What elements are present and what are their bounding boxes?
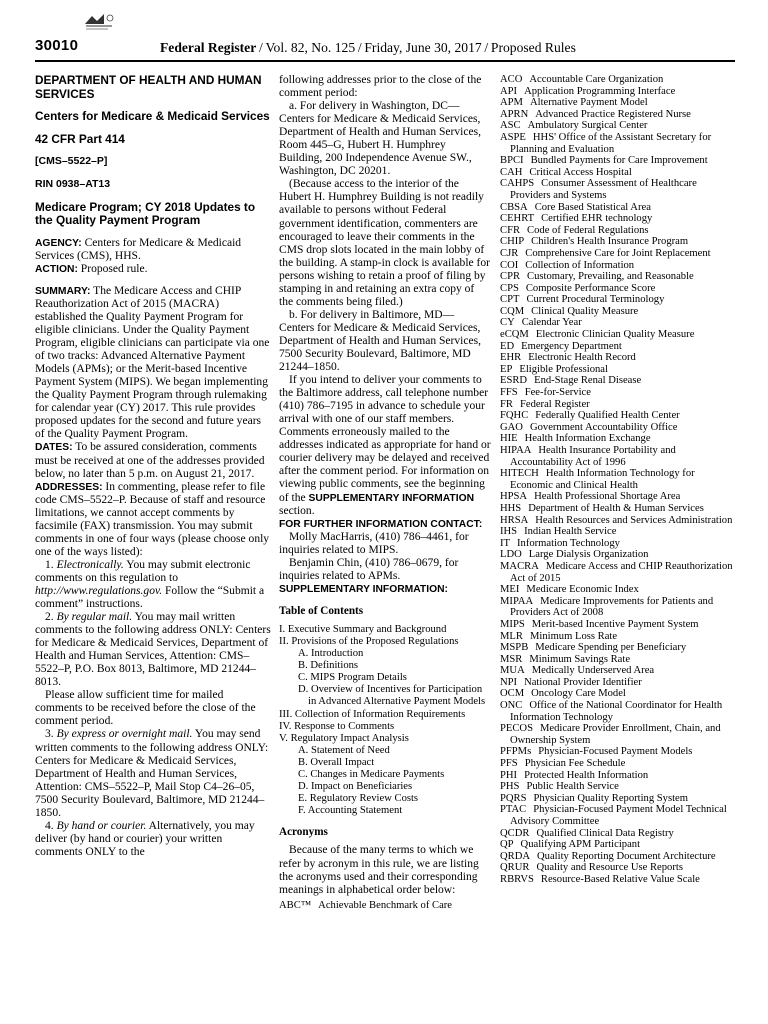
- regulations-gov-link[interactable]: http://www.regulations.gov.: [35, 584, 163, 597]
- acronym-meaning: Minimum Savings Rate: [529, 653, 631, 665]
- acronym-meaning: Code of Federal Regulations: [527, 224, 649, 236]
- agency-label: AGENCY:: [35, 237, 82, 249]
- acronym-meaning: Clinical Quality Measure: [531, 305, 639, 317]
- acronym-abbr: ONC: [500, 700, 523, 712]
- table-of-contents: [279, 624, 491, 818]
- acronym-meaning: Accountable Care Organization: [529, 74, 664, 85]
- acronym-row: [500, 596, 735, 619]
- contact-label: FOR FURTHER INFORMATION CONTACT:: [279, 518, 483, 530]
- acronym-meaning: Alternative Payment Model: [529, 97, 648, 109]
- subagency-heading: Centers for Medicare & Medicaid Services: [35, 109, 270, 124]
- acronym-meaning: Oncology Care Model: [531, 688, 626, 700]
- acronym-abbr: NPI: [500, 676, 518, 688]
- toc-entry: B. Overall Impact: [298, 756, 375, 768]
- page-header: [0, 0, 768, 62]
- acronym-meaning: Qualifying APM Participant: [520, 839, 641, 851]
- acronym-list: [500, 74, 735, 886]
- header-rule: [35, 60, 735, 62]
- acronym-abbr: ASPE: [500, 131, 526, 143]
- acronym-abbr: HIE: [500, 433, 518, 445]
- acronym-row: [500, 352, 735, 364]
- toc-entry: F. Accounting Statement: [298, 805, 403, 817]
- toc-entry: III. Collection of Information Requirements: [279, 708, 466, 720]
- acronym-row: [500, 549, 735, 561]
- acronym-row: [500, 329, 735, 341]
- acronym-abbr: IHS: [500, 526, 518, 538]
- acronym-abbr: EP: [500, 363, 513, 375]
- toc-title: Table of Contents: [279, 604, 364, 617]
- acronym-abbr: PHI: [500, 769, 518, 781]
- acronym-abbr: MSR: [500, 653, 523, 665]
- acronym-meaning: Consumer Assessment of Healthcare Providers and Systems: [510, 178, 697, 201]
- acronym-abbr: APM: [500, 97, 523, 109]
- dates-paragraph: [35, 441, 271, 480]
- acronym-row: [500, 874, 735, 886]
- acronym-meaning: Health Information Exchange: [524, 433, 651, 445]
- baltimore-delivery: b. For delivery in Baltimore, MD— Centers for Medicare & Medicaid Services, Department of Health and Human Services, 7500 Security Boulevard, Baltimore, MD 21244–1850.: [279, 308, 482, 374]
- acronym-row: [500, 283, 735, 295]
- acronym-meaning: Electronic Health Record: [528, 352, 636, 364]
- supplementary-ref: SUPPLEMENTARY INFORMATION: [308, 492, 475, 504]
- acronym-abbr: FR: [500, 398, 513, 410]
- acronym-meaning: National Provider Identifier: [524, 676, 642, 688]
- acronym-abbr: CHIP: [500, 236, 525, 248]
- acronym-row: [500, 341, 735, 353]
- acronym-abbr: HIPAA: [500, 445, 532, 456]
- acronym-meaning: Resource-Based Relative Value Scale: [540, 873, 700, 885]
- acronym-meaning: Emergency Department: [521, 340, 622, 352]
- volume-number: Vol. 82, No. 125: [265, 40, 356, 55]
- acronym-row: [500, 851, 735, 863]
- acronym-row: [500, 422, 735, 434]
- acronym-row: [500, 746, 735, 758]
- acronym-meaning: Department of Health & Human Services: [528, 502, 704, 514]
- rule-title: Medicare Program; CY 2018 Updates to the Quality Payment Program: [35, 199, 256, 228]
- washington-delivery: a. For delivery in Washington, DC— Centers for Medicare & Medicaid Services, Department of Health and Human Services, Room 445–G, Hubert H. Humphrey Building, 200 Independence Avenue SW., Washington, DC 20201.: [279, 100, 482, 178]
- acronym-abbr: QP: [500, 839, 514, 851]
- acronym-meaning: Ambulatory Surgical Center: [527, 120, 648, 132]
- acronym-meaning: Eligible Professional: [519, 363, 608, 375]
- acronym-row: [500, 804, 735, 827]
- department-heading: DEPARTMENT OF HEALTH AND HUMAN SERVICES: [35, 73, 262, 101]
- acronym-row: [500, 86, 735, 98]
- acronym-row: [500, 538, 735, 550]
- acronym-meaning: Collection of Information: [525, 259, 635, 271]
- dates-label: DATES:: [35, 442, 73, 454]
- toc-entry: A. Statement of Need: [298, 744, 390, 756]
- acronym-abbr: ABC™: [279, 899, 312, 911]
- toc-entry: A. Introduction: [298, 648, 364, 660]
- cfr-part: 42 CFR Part 414: [35, 131, 125, 146]
- acronym-row: [500, 839, 735, 851]
- acronym-meaning: Composite Performance Score: [525, 282, 656, 294]
- acronym-row: [500, 236, 735, 248]
- acronym-row: [500, 491, 735, 503]
- acronym-abbr: HPSA: [500, 491, 528, 503]
- acronym-meaning: Application Programming Interface: [524, 85, 676, 97]
- acronym-meaning: Protected Health Information: [524, 769, 649, 781]
- acronym-row: [279, 900, 491, 912]
- acronym-row: [500, 758, 735, 770]
- toc-entry: D. Overview of Incentives for Participation in Advanced Alternative Payment Models: [298, 684, 486, 708]
- acronym-row: [500, 202, 735, 214]
- acronym-abbr: CPS: [500, 282, 519, 294]
- acronym-row: [500, 793, 735, 805]
- acronym-abbr: CJR: [500, 247, 519, 259]
- acronym-abbr: CAHPS: [500, 178, 535, 190]
- acronym-meaning: Children's Health Insurance Program: [531, 236, 689, 248]
- acronym-abbr: QRDA: [500, 850, 531, 862]
- acronym-row: [500, 781, 735, 793]
- acronym-abbr: MEI: [500, 584, 520, 596]
- acronym-meaning: HHS' Office of the Assistant Secretary for Planning and Evaluation: [510, 131, 712, 155]
- acronym-meaning: Large Dialysis Organization: [528, 549, 649, 561]
- acronym-row: [500, 399, 735, 411]
- humphrey-building-note: (Because access to the interior of the Hubert H. Humphrey Building is not readily available to persons without Federal government identification, commenters are encouraged to leave their comments in the CMS drop slots located in the main lobby of the building. A stamp-in clock is available for persons wishing to retain a proof of filing by stamping in and retaining an extra copy of the comments being filed.): [279, 178, 491, 308]
- acronym-abbr: MIPAA: [500, 595, 534, 607]
- journal-title: Federal Register: [160, 40, 257, 55]
- acronym-meaning: Critical Access Hospital: [529, 166, 632, 178]
- acronym-row: [500, 317, 735, 329]
- summary-text: The Medicare Access and CHIP Reauthorization Act of 2015 (MACRA) established the Quality Payment Program for eligible clinicians. Under the Quality Payment Program, eligible clinicians can participate via one of two tracks: Advanced Alternative Payment Models (APMs); or the Merit-based Incentive Payment System (MIPS). We began implementing the Quality Payment Program through rulemaking for calendar year (CY) 2017. This rule provides proposed updates for the second and future years of the Quality Payment Program.: [35, 284, 270, 441]
- contact-mips: Molly MacHarris, (410) 786–4461, for inquiries related to MIPS.: [279, 530, 469, 556]
- acronym-meaning: Medicare Spending per Beneficiary: [535, 642, 687, 654]
- acronym-meaning: Core Based Statistical Area: [534, 201, 651, 213]
- acronym-meaning: Current Procedural Terminology: [526, 294, 665, 306]
- acronym-abbr: CPR: [500, 271, 521, 283]
- acronym-abbr: FFS: [500, 387, 518, 399]
- acronym-abbr: CQM: [500, 305, 525, 317]
- acronym-abbr: RBRVS: [500, 873, 534, 885]
- acronym-abbr: MACRA: [500, 560, 539, 572]
- acronym-meaning: Physician Fee Schedule: [524, 758, 626, 770]
- acronym-row: [500, 770, 735, 782]
- acronym-abbr: MIPS: [500, 618, 525, 630]
- dates-text: To be assured consideration, comments must be received at one of the addresses provided below, no later than 5 p.m. on August 21, 2017.: [35, 441, 265, 480]
- addresses-text: In commenting, please refer to file code CMS–5522–P. Because of staff and resource limitations, we cannot accept comments by facsimile (FAX) transmission. You may submit comments in one of four ways (please choose only one of the ways listed):: [35, 480, 270, 558]
- toc-entry: V. Regulatory Impact Analysis: [279, 732, 409, 744]
- acronym-abbr: PECOS: [500, 723, 533, 735]
- acronym-abbr: CAH: [500, 166, 523, 178]
- acronym-abbr: ACO: [500, 74, 523, 85]
- acronym-meaning: Quality and Resource Use Reports: [536, 862, 683, 874]
- toc-entry: D. Impact on Beneficiaries: [298, 781, 413, 793]
- acronym-meaning: Medicare Improvements for Patients and Providers Act of 2008: [510, 595, 714, 619]
- acronym-meaning: Electronic Clinician Quality Measure: [535, 329, 695, 341]
- acronym-row: [500, 306, 735, 318]
- acronym-meaning: Medicare Access and CHIP Reauthorization Act of 2015: [510, 560, 733, 584]
- addresses-continued: following addresses prior to the close of the comment period:: [279, 74, 482, 100]
- acronym-row: [500, 445, 735, 468]
- acronym-row: [500, 271, 735, 283]
- column-2: [279, 74, 491, 911]
- toc-entry: C. Changes in Medicare Payments: [298, 769, 445, 781]
- toc-entry: B. Definitions: [298, 660, 359, 672]
- rin-number: RIN 0938–AT13: [35, 177, 111, 190]
- acronym-abbr: CBSA: [500, 201, 528, 213]
- acronym-meaning: Qualified Clinical Data Registry: [536, 827, 674, 839]
- acronym-meaning: Comprehensive Care for Joint Replacement: [525, 247, 711, 259]
- acronym-abbr: LDO: [500, 549, 522, 561]
- acronym-row: [500, 410, 735, 422]
- acronym-row: [500, 631, 735, 643]
- acronym-row: [500, 294, 735, 306]
- action-text: Proposed rule.: [80, 262, 148, 275]
- acronym-row: [500, 433, 735, 445]
- acronym-abbr: PTAC: [500, 804, 527, 816]
- contact-apms: Benjamin Chin, (410) 786–0679, for inquiries related to APMs.: [279, 556, 459, 582]
- acronym-meaning: Health Professional Shortage Area: [534, 491, 681, 503]
- acronym-abbr: MUA: [500, 665, 525, 677]
- acronym-meaning: Health Information Technology for Economic and Clinical Health: [510, 468, 695, 491]
- toc-entry: IV. Response to Comments: [279, 720, 395, 732]
- acronym-meaning: Information Technology: [517, 537, 620, 549]
- acronym-abbr: ED: [500, 340, 515, 352]
- acronym-row: [500, 468, 735, 491]
- acronym-row: [500, 364, 735, 376]
- acronym-row: [500, 700, 735, 723]
- acronym-abbr: ESRD: [500, 375, 528, 387]
- acronym-meaning: Customary, Prevailing, and Reasonable: [527, 271, 694, 283]
- acronym-abbr: PQRS: [500, 792, 527, 804]
- acronym-abbr: QRUR: [500, 862, 530, 874]
- acronym-row: [500, 561, 735, 584]
- acronym-row: [500, 665, 735, 677]
- acronym-abbr: MLR: [500, 630, 523, 642]
- acronym-abbr: BPCI: [500, 155, 524, 167]
- acronym-row: [500, 132, 735, 155]
- acronym-abbr: IT: [500, 537, 510, 549]
- acronym-abbr: CFR: [500, 224, 521, 236]
- acronym-abbr: COI: [500, 259, 519, 271]
- acronym-row: [500, 619, 735, 631]
- method-electronic: 1. Electronically. You may submit electronic comments on this regulation to http://www.regulations.gov. Follow the “Submit a comment” instructions.: [35, 558, 265, 611]
- acronym-meaning: Physician-Focused Payment Models: [538, 746, 693, 758]
- acronym-meaning: Calendar Year: [521, 317, 582, 329]
- acronym-row: [500, 584, 735, 596]
- method-regular-mail: 2. By regular mail. You may mail written comments to the following address ONLY: Centers for Medicare & Medicaid Services, Department of Health and Human Services, Attention: CMS–5522–P, P.O. Box 8013, Baltimore, MD 21244–8013.: [35, 611, 271, 689]
- acronym-row: [500, 74, 735, 86]
- acronym-meaning: Office of the National Coordinator for Health Information Technology: [510, 700, 723, 723]
- acronym-meaning: Medically Underserved Area: [531, 665, 655, 677]
- acronym-row: [500, 688, 735, 700]
- acronym-meaning: Medicare Provider Enrollment, Chain, and Ownership System: [510, 723, 721, 746]
- acronym-row: [500, 828, 735, 840]
- acronym-row: [500, 260, 735, 272]
- acronym-row: [500, 503, 735, 515]
- acronym-meaning: Government Accountability Office: [529, 421, 678, 433]
- acronym-row: [500, 515, 735, 527]
- summary-label: SUMMARY:: [35, 285, 91, 297]
- supplementary-label: SUPPLEMENTARY INFORMATION:: [279, 583, 448, 595]
- toc-entry: II. Provisions of the Proposed Regulations: [279, 636, 459, 648]
- toc-entry: C. MIPS Program Details: [298, 672, 407, 684]
- acronym-row: [500, 654, 735, 666]
- acronym-abbr: CPT: [500, 294, 520, 306]
- acronym-abbr: APRN: [500, 108, 529, 120]
- acronym-meaning: Bundled Payments for Care Improvement: [530, 155, 708, 167]
- acronym-abbr: HITECH: [500, 468, 539, 480]
- toc-entry: I. Executive Summary and Background: [279, 623, 447, 635]
- acronym-abbr: PFPMs: [500, 746, 532, 758]
- column-1: [35, 74, 271, 859]
- acronym-row: [500, 677, 735, 689]
- acronym-meaning: Fee-for-Service: [524, 387, 591, 399]
- acronym-meaning: End-Stage Renal Disease: [534, 375, 642, 387]
- acronym-meaning: Health Resources and Services Administration: [535, 514, 733, 526]
- toc-entry: E. Regulatory Review Costs: [298, 793, 419, 805]
- agency-text: Centers for Medicare & Medicaid Services (CMS), HHS.: [35, 236, 242, 262]
- running-head: Federal Register / Vol. 82, No. 125 / Friday, June 30, 2017 / Proposed Rules: [160, 40, 576, 55]
- acronyms-intro: Because of the many terms to which we refer by acronym in this rule, we are listing the acronyms used and their corresponding meanings in alphabetical order below:: [279, 844, 479, 896]
- agency-line: [35, 237, 271, 263]
- acronym-abbr: OCM: [500, 688, 525, 700]
- acronym-row: [500, 375, 735, 387]
- section-name: Proposed Rules: [490, 40, 576, 55]
- acronym-meaning: Medicare Economic Index: [526, 584, 639, 596]
- acronym-abbr: GAO: [500, 421, 523, 433]
- acronym-abbr: CY: [500, 317, 515, 329]
- method-express-mail: 3. By express or overnight mail. You may send written comments to the following address ONLY: Centers for Medicare & Medicaid Services, Department of Health and Human Services, Attention: CMS–5522–P, Mail Stop C4–26–05, 7500 Security Boulevard, Baltimore, MD 21244–1850.: [35, 728, 269, 819]
- acronym-meaning: Health Insurance Portability and Accountability Act of 1996: [510, 445, 676, 468]
- issue-date: Friday, June 30, 2017: [364, 40, 482, 55]
- addresses-label: ADDRESSES:: [35, 481, 103, 493]
- acronym-row: [500, 526, 735, 538]
- acronym-abbr: QCDR: [500, 827, 530, 839]
- acronym-meaning: Certified EHR technology: [541, 213, 653, 225]
- acronym-row: [500, 248, 735, 260]
- acronym-meaning: Federally Qualified Health Center: [535, 410, 680, 422]
- acronym-row: [500, 862, 735, 874]
- acronym-row: [500, 155, 735, 167]
- acronym-meaning: Advanced Practice Registered Nurse: [535, 108, 691, 120]
- acronym-row: [500, 97, 735, 109]
- acronym-abbr: CEHRT: [500, 213, 535, 225]
- acronym-row: [500, 167, 735, 179]
- acronym-meaning: Merit-based Incentive Payment System: [531, 618, 699, 630]
- acronym-row: [500, 120, 735, 132]
- acronym-row: [500, 723, 735, 746]
- acronym-meaning: Physician-Focused Payment Model Technical Advisory Committee: [510, 804, 727, 827]
- acronym-meaning: Public Health Service: [526, 781, 619, 793]
- acronym-row: [500, 109, 735, 121]
- gpo-authentication-logo: [82, 12, 116, 32]
- page-number: 30010: [35, 37, 79, 54]
- docket-number: [CMS–5522–P]: [35, 155, 108, 168]
- action-label: ACTION:: [35, 263, 78, 275]
- acronyms-title: Acronyms: [279, 826, 328, 839]
- action-line: [35, 263, 271, 276]
- acronym-row: [500, 213, 735, 225]
- summary-paragraph: [35, 285, 271, 442]
- mail-timing-note: Please allow sufficient time for mailed comments to be received before the close of the comment period.: [35, 689, 256, 728]
- acronym-abbr: HRSA: [500, 514, 529, 526]
- acronym-abbr: MSPB: [500, 642, 529, 654]
- acronym-abbr: FQHC: [500, 410, 529, 422]
- acronym-abbr: ASC: [500, 120, 521, 132]
- acronym-abbr: EHR: [500, 352, 522, 364]
- acronym-meaning: Achievable Benchmark of Care: [318, 899, 453, 911]
- acronym-row: [500, 225, 735, 237]
- acronym-meaning: Indian Health Service: [524, 526, 617, 538]
- acronym-row: [500, 642, 735, 654]
- baltimore-note: If you intend to deliver your comments to the Baltimore address, call telephone number (410) 786–7195 in advance to schedule your arrival with one of our staff members. Comments erroneously mailed to the addresses indicated as appropriate for hand or courier delivery may be delayed and received after the comment period. For information on viewing public comments, see the beginning of the SUPPLEMENTARY INFORMATION section.: [279, 374, 491, 517]
- acronym-meaning: Physician Quality Reporting System: [533, 792, 688, 804]
- acronym-abbr: API: [500, 85, 518, 97]
- acronym-meaning: Quality Reporting Document Architecture: [537, 850, 716, 862]
- method-hand-courier: 4. By hand or courier. Alternatively, you may deliver (by hand or courier) your written comments ONLY to the: [35, 819, 255, 858]
- acronym-abbr: eCQM: [500, 329, 529, 341]
- acronym-meaning: Federal Register: [519, 398, 590, 410]
- acronym-abbr: PFS: [500, 758, 518, 770]
- acronym-row: [500, 387, 735, 399]
- addresses-paragraph: [35, 481, 271, 559]
- acronym-meaning: Minimum Loss Rate: [529, 630, 618, 642]
- acronym-row: [500, 178, 735, 201]
- acronym-abbr: PHS: [500, 781, 520, 793]
- acronym-abbr: HHS: [500, 502, 522, 514]
